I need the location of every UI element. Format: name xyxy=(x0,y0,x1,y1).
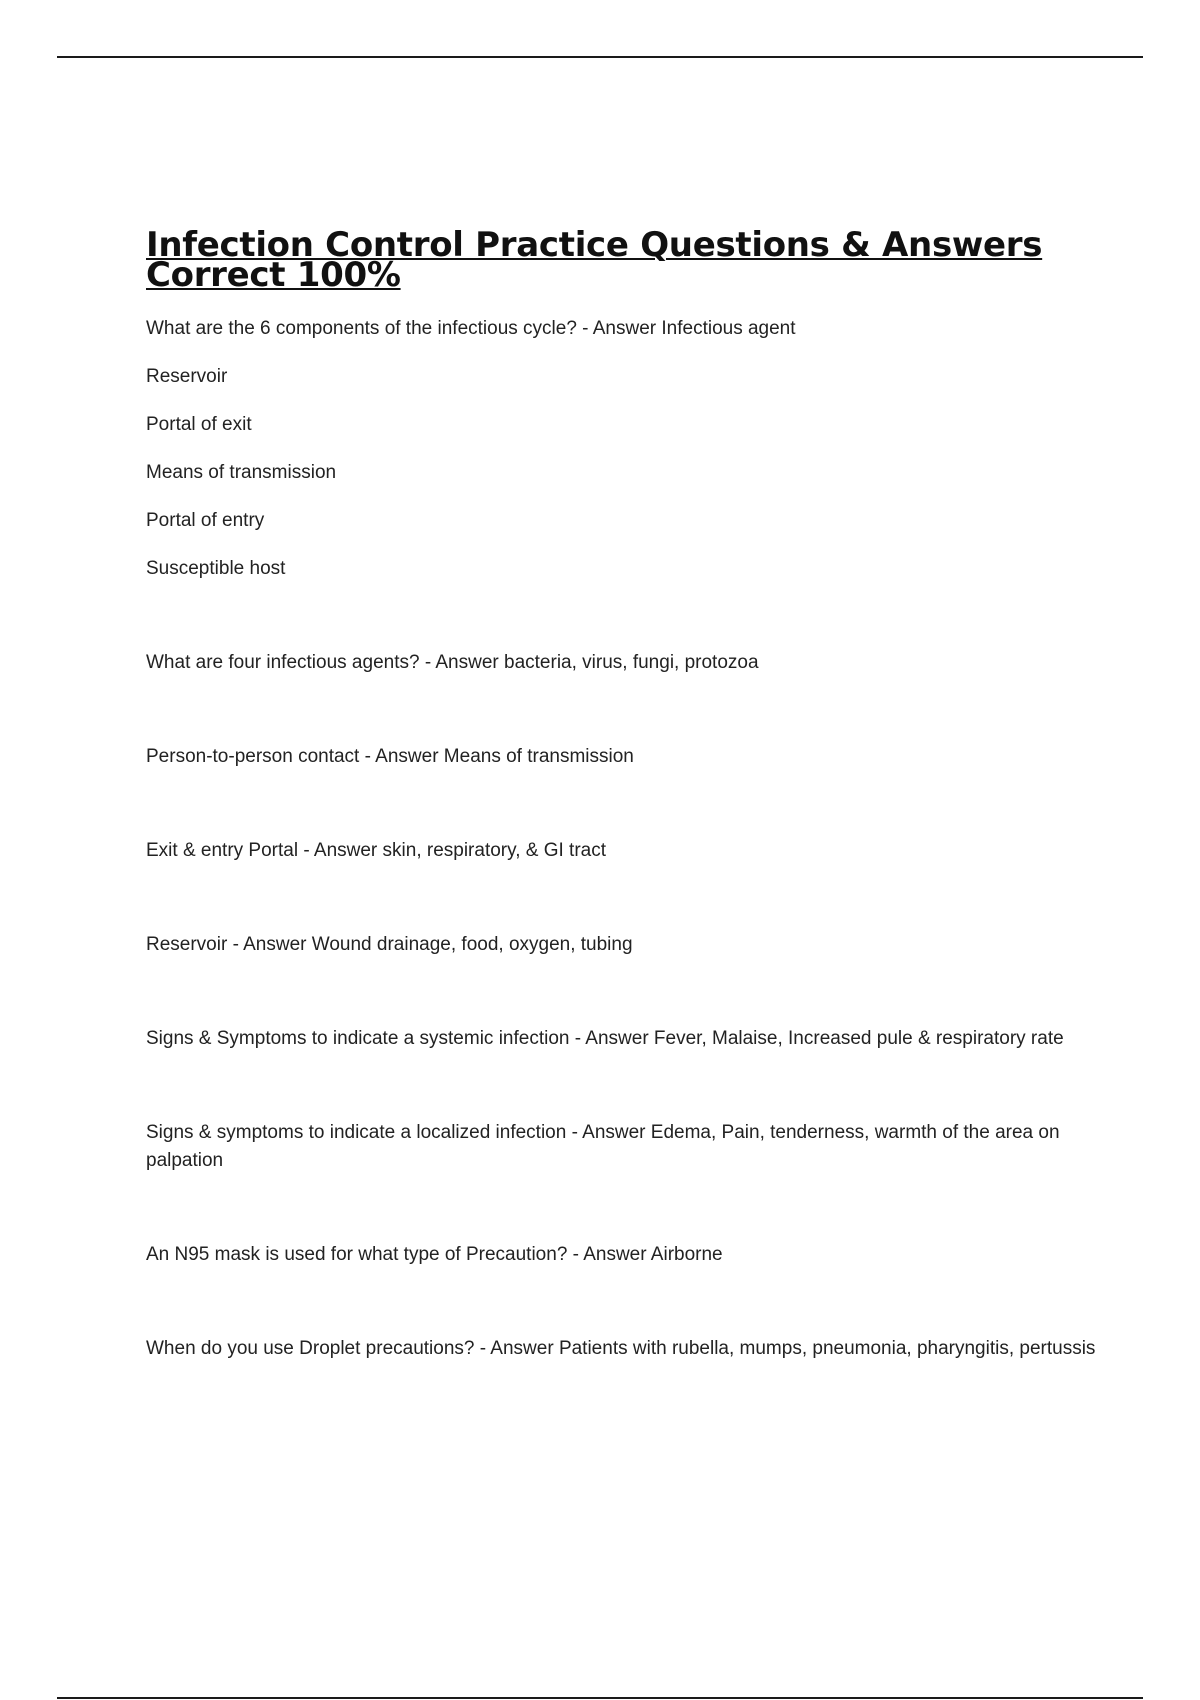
qa-subline: Means of transmission xyxy=(146,462,337,483)
title-block xyxy=(146,225,1096,295)
qa-item xyxy=(146,743,1096,771)
qa-text: Signs & Symptoms to indicate a systemic infection - Answer Fever, Malaise, Increased pule & respiratory rate xyxy=(146,1028,1064,1049)
qa-text: Person-to-person contact - Answer Means of transmission xyxy=(146,746,634,767)
qa-subline: Portal of entry xyxy=(146,510,265,531)
qa-list xyxy=(146,315,1096,1363)
qa-item xyxy=(146,1335,1096,1363)
qa-item xyxy=(146,931,1096,959)
top-rule xyxy=(57,56,1143,58)
document-body xyxy=(146,225,1096,1363)
qa-text: Exit & entry Portal - Answer skin, respiratory, & GI tract xyxy=(146,840,607,861)
qa-text: Signs & symptoms to indicate a localized infection - Answer Edema, Pain, tenderness, warmth of the area on palpation xyxy=(146,1122,1060,1171)
qa-item xyxy=(146,837,1096,865)
qa-subline: Reservoir xyxy=(146,366,228,387)
bottom-rule xyxy=(57,1697,1143,1699)
page-title: Infection Control Practice Questions & Answers Correct 100% xyxy=(146,225,1043,295)
qa-subline: Susceptible host xyxy=(146,558,286,579)
qa-text: Reservoir - Answer Wound drainage, food, oxygen, tubing xyxy=(146,934,633,955)
qa-item xyxy=(146,315,1096,583)
qa-text: What are four infectious agents? - Answer bacteria, virus, fungi, protozoa xyxy=(146,652,759,673)
qa-item xyxy=(146,1241,1096,1269)
qa-text: An N95 mask is used for what type of Precaution? - Answer Airborne xyxy=(146,1244,723,1265)
qa-item xyxy=(146,649,1096,677)
qa-text: What are the 6 components of the infectious cycle? - Answer Infectious agent xyxy=(146,318,796,339)
qa-item xyxy=(146,1025,1096,1053)
qa-subline: Portal of exit xyxy=(146,414,252,435)
qa-item xyxy=(146,1119,1096,1175)
qa-text: When do you use Droplet precautions? - Answer Patients with rubella, mumps, pneumonia, pharyngitis, pertussis xyxy=(146,1338,1096,1359)
